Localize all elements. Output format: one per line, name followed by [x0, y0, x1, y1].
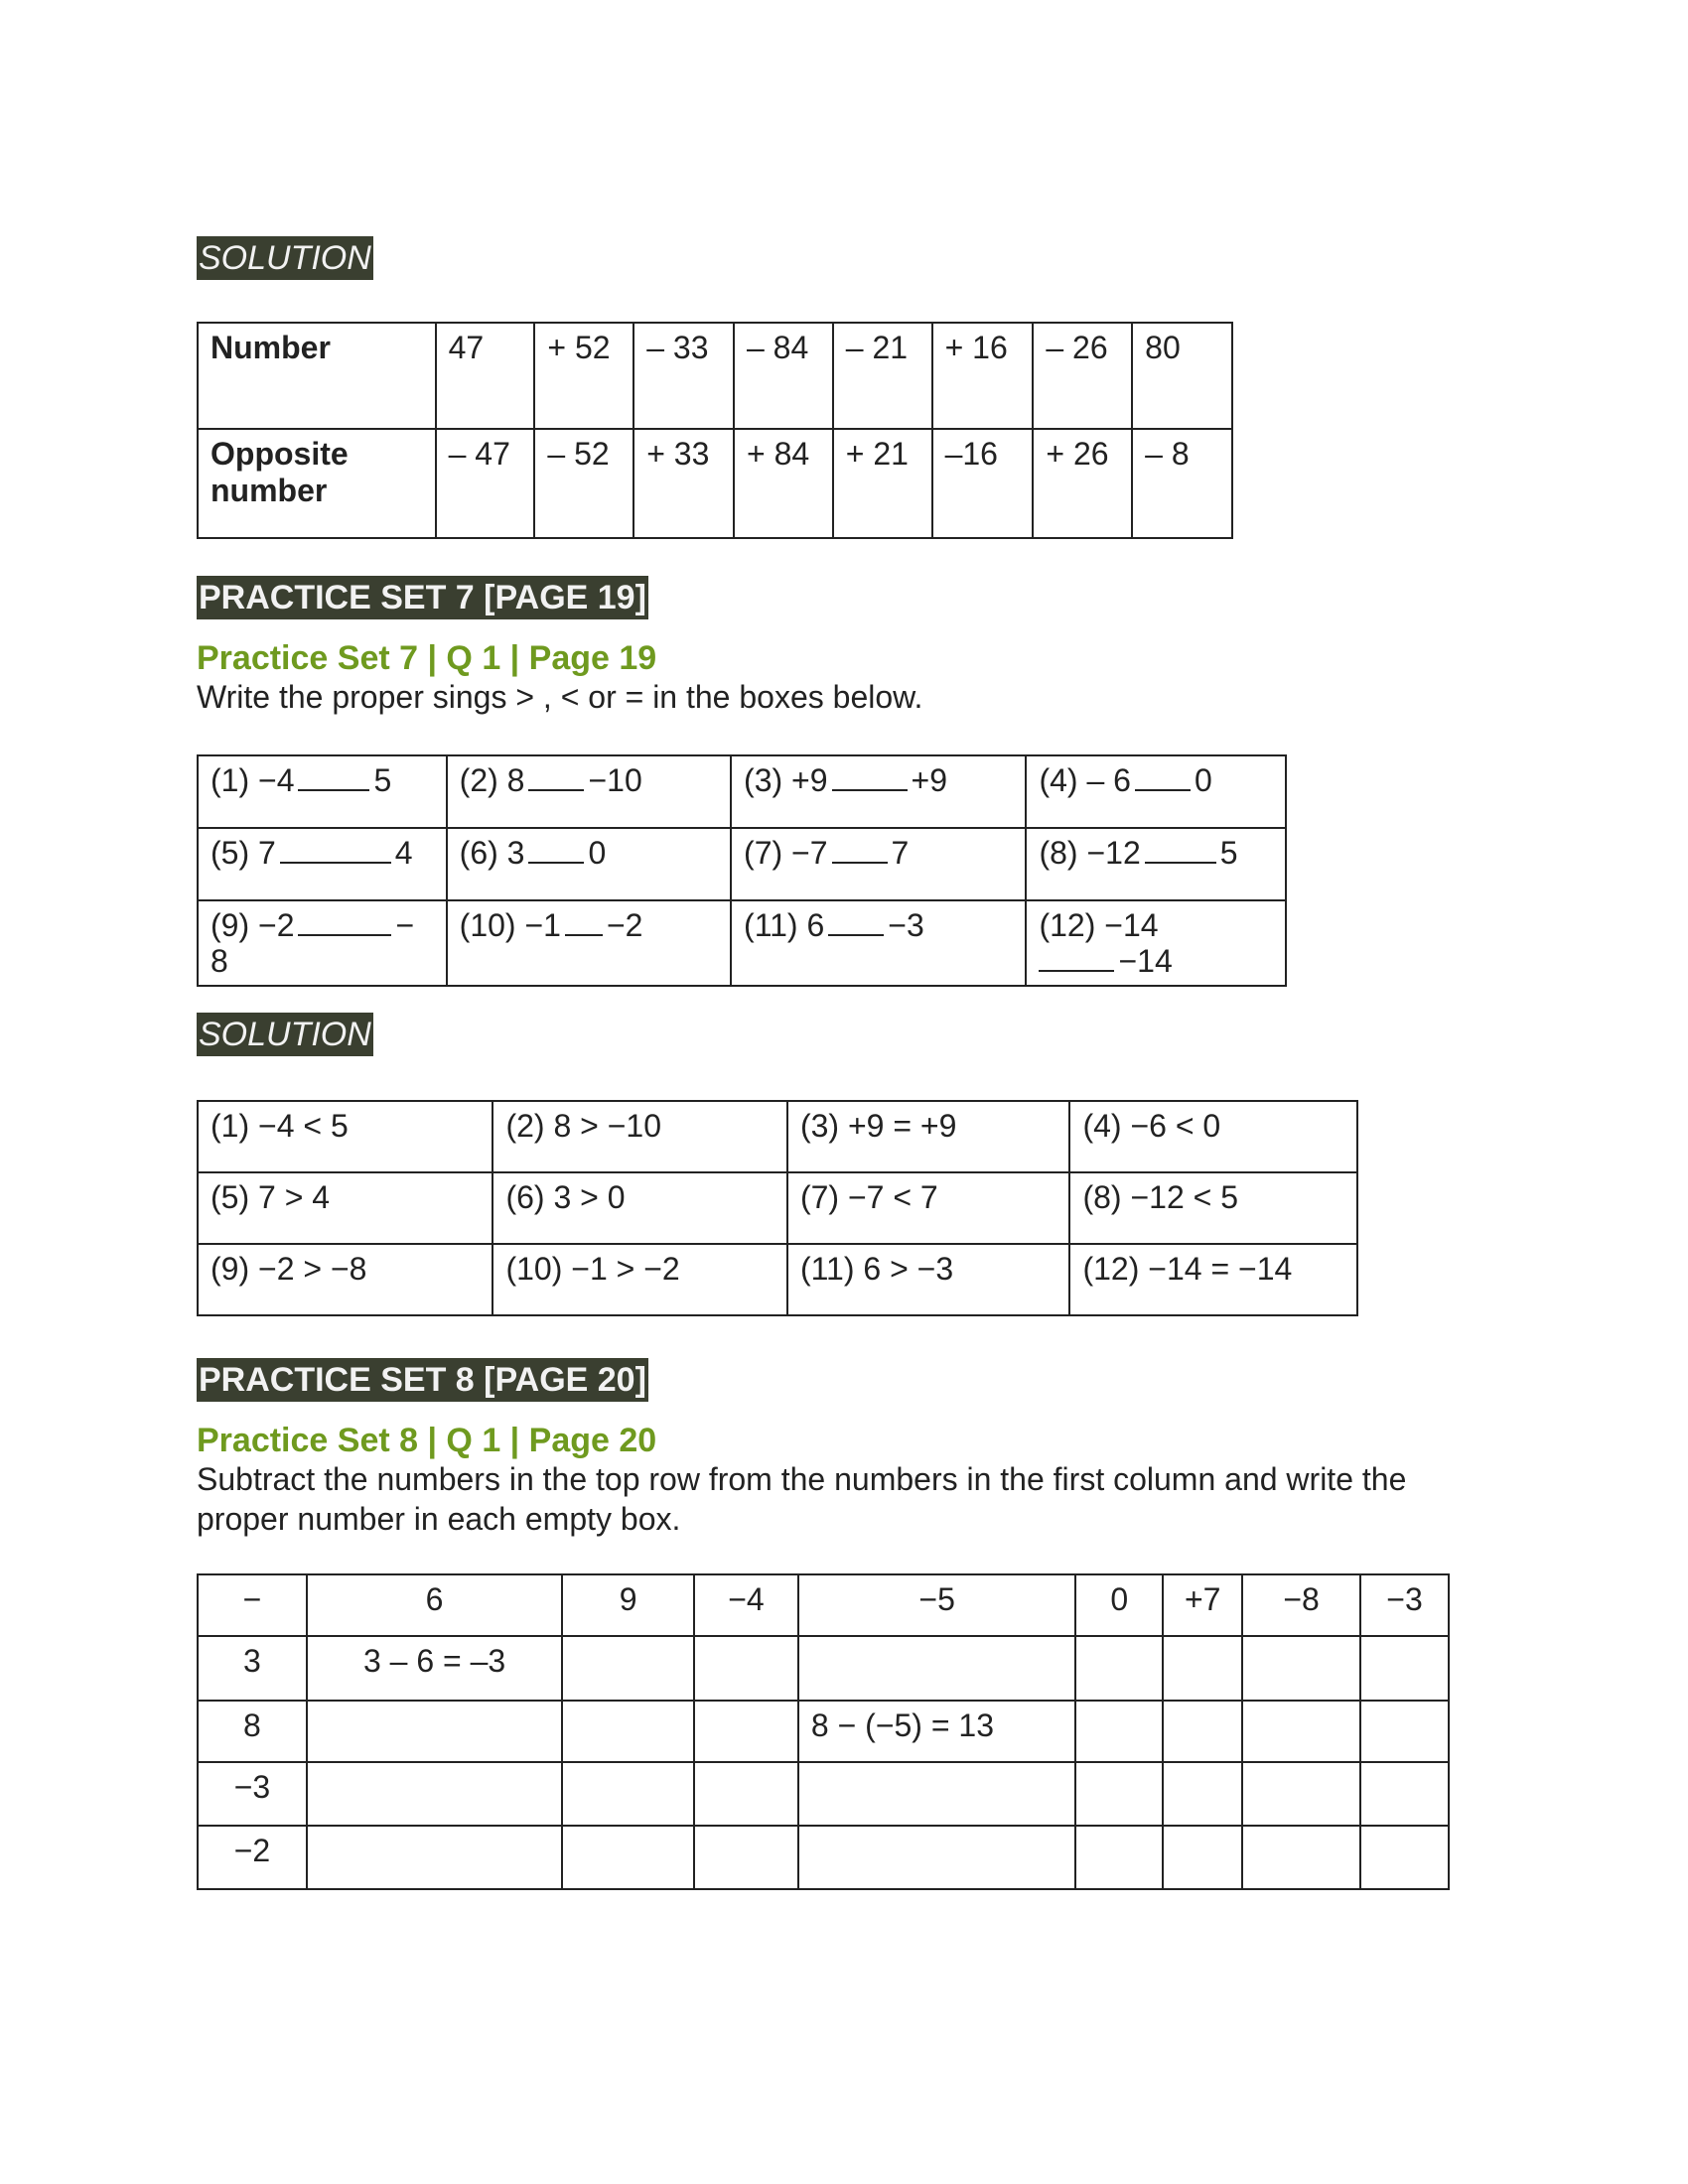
table-cell	[1360, 1826, 1449, 1889]
row-header-cell: −2	[198, 1826, 307, 1889]
header-cell: −5	[798, 1574, 1075, 1636]
practice-set-7-title: Practice Set 7 | Q 1 | Page 19	[197, 639, 657, 677]
question-cell: (11) 6 −3	[731, 900, 1026, 986]
answer-cell: (6) 3 > 0	[492, 1172, 787, 1244]
table-row	[198, 1172, 1357, 1244]
answer-cell: (11) 6 > −3	[787, 1244, 1070, 1315]
question-cell: (1) −4 5	[198, 755, 447, 828]
table-cell: – 52	[534, 429, 633, 538]
table-cell	[1163, 1701, 1242, 1762]
table-cell	[1163, 1826, 1242, 1889]
row-header-cell: 8	[198, 1701, 307, 1762]
table-cell	[562, 1762, 694, 1826]
table-cell: 80	[1132, 323, 1232, 429]
table-cell: –16	[932, 429, 1034, 538]
table-cell: – 84	[734, 323, 833, 429]
opposite-row	[198, 429, 1232, 538]
table-row	[198, 1826, 1449, 1889]
table-cell	[307, 1762, 562, 1826]
subtraction-table	[197, 1573, 1450, 1890]
table-row	[198, 828, 1286, 900]
question-cell: (7) −7 7	[731, 828, 1026, 900]
question-cell: (12) −14 −14	[1026, 900, 1286, 986]
question-cell: (2) 8 −10	[447, 755, 731, 828]
table-cell: – 21	[833, 323, 932, 429]
table-cell	[562, 1636, 694, 1701]
question-cell: (4) – 6 0	[1026, 755, 1286, 828]
header-cell: −	[198, 1574, 307, 1636]
question-cell: (6) 3 0	[447, 828, 731, 900]
table-cell	[694, 1826, 798, 1889]
question-cell: (8) −12 5	[1026, 828, 1286, 900]
table-cell	[307, 1826, 562, 1889]
header-cell: −3	[1360, 1574, 1449, 1636]
header-cell: −8	[1242, 1574, 1360, 1636]
table-cell: 3 – 6 = –3	[307, 1636, 562, 1701]
practice-set-8-question: Subtract the numbers in the top row from the numbers in the first column and write the proper number in each empty box.	[197, 1461, 1407, 1537]
compare-question-table	[197, 754, 1287, 987]
answer-cell: (7) −7 < 7	[787, 1172, 1070, 1244]
practice-set-8-title: Practice Set 8 | Q 1 | Page 20	[197, 1422, 657, 1459]
answer-cell: (2) 8 > −10	[492, 1101, 787, 1172]
table-row	[198, 1636, 1449, 1701]
answer-cell: (8) −12 < 5	[1069, 1172, 1357, 1244]
table-row	[198, 755, 1286, 828]
solution-label: SOLUTION	[197, 236, 373, 280]
answer-cell: (10) −1 > −2	[492, 1244, 787, 1315]
row-header-cell: −3	[198, 1762, 307, 1826]
table-cell	[1360, 1636, 1449, 1701]
table-row	[198, 1244, 1357, 1315]
table-cell	[694, 1636, 798, 1701]
number-row	[198, 323, 1232, 429]
row-header-cell: 3	[198, 1636, 307, 1701]
table-cell	[1075, 1826, 1163, 1889]
row-header-opposite: Opposite number	[198, 429, 436, 538]
answer-cell: (3) +9 = +9	[787, 1101, 1070, 1172]
table-cell	[1075, 1701, 1163, 1762]
answer-cell: (5) 7 > 4	[198, 1172, 492, 1244]
opposite-number-table	[197, 322, 1233, 539]
header-cell: 0	[1075, 1574, 1163, 1636]
table-cell: – 8	[1132, 429, 1232, 538]
table-cell	[1360, 1701, 1449, 1762]
question-cell: (5) 7 4	[198, 828, 447, 900]
table-cell: + 16	[932, 323, 1034, 429]
table-cell	[1075, 1636, 1163, 1701]
table-cell: 47	[436, 323, 535, 429]
table-cell	[1242, 1701, 1360, 1762]
table-cell: – 26	[1033, 323, 1132, 429]
table-cell	[798, 1762, 1075, 1826]
answer-cell: (1) −4 < 5	[198, 1101, 492, 1172]
table-row	[198, 1762, 1449, 1826]
table-cell	[798, 1826, 1075, 1889]
table-cell: + 84	[734, 429, 833, 538]
question-cell: (9) −2 − 8	[198, 900, 447, 986]
table-cell	[562, 1701, 694, 1762]
header-row	[198, 1574, 1449, 1636]
header-cell: +7	[1163, 1574, 1242, 1636]
answer-cell: (4) −6 < 0	[1069, 1101, 1357, 1172]
answer-cell: (12) −14 = −14	[1069, 1244, 1357, 1315]
question-cell: (10) −1 −2	[447, 900, 731, 986]
table-cell: – 47	[436, 429, 535, 538]
table-cell: – 33	[633, 323, 734, 429]
answer-cell: (9) −2 > −8	[198, 1244, 492, 1315]
table-cell: + 26	[1033, 429, 1132, 538]
table-cell	[1242, 1826, 1360, 1889]
compare-answer-table	[197, 1100, 1358, 1316]
practice-set-8-banner: PRACTICE SET 8 [PAGE 20]	[197, 1358, 648, 1402]
table-cell	[562, 1826, 694, 1889]
table-row	[198, 1701, 1449, 1762]
table-cell	[694, 1762, 798, 1826]
table-cell: + 21	[833, 429, 932, 538]
table-cell	[1360, 1762, 1449, 1826]
solution-label: SOLUTION	[197, 1013, 373, 1056]
table-cell	[1242, 1762, 1360, 1826]
practice-set-7-banner: PRACTICE SET 7 [PAGE 19]	[197, 576, 648, 619]
row-header-number: Number	[198, 323, 436, 429]
header-cell: 6	[307, 1574, 562, 1636]
header-cell: −4	[694, 1574, 798, 1636]
table-cell	[1163, 1762, 1242, 1826]
table-cell	[798, 1636, 1075, 1701]
header-cell: 9	[562, 1574, 694, 1636]
table-cell: + 52	[534, 323, 633, 429]
table-cell	[1163, 1636, 1242, 1701]
question-cell: (3) +9 +9	[731, 755, 1026, 828]
table-cell: + 33	[633, 429, 734, 538]
table-row	[198, 1101, 1357, 1172]
table-cell: 8 − (−5) = 13	[798, 1701, 1075, 1762]
table-cell	[1075, 1762, 1163, 1826]
table-cell	[694, 1701, 798, 1762]
practice-set-7-question: Write the proper sings > , < or = in the boxes below.	[197, 679, 923, 715]
table-cell	[307, 1701, 562, 1762]
table-cell	[1242, 1636, 1360, 1701]
table-row	[198, 900, 1286, 986]
